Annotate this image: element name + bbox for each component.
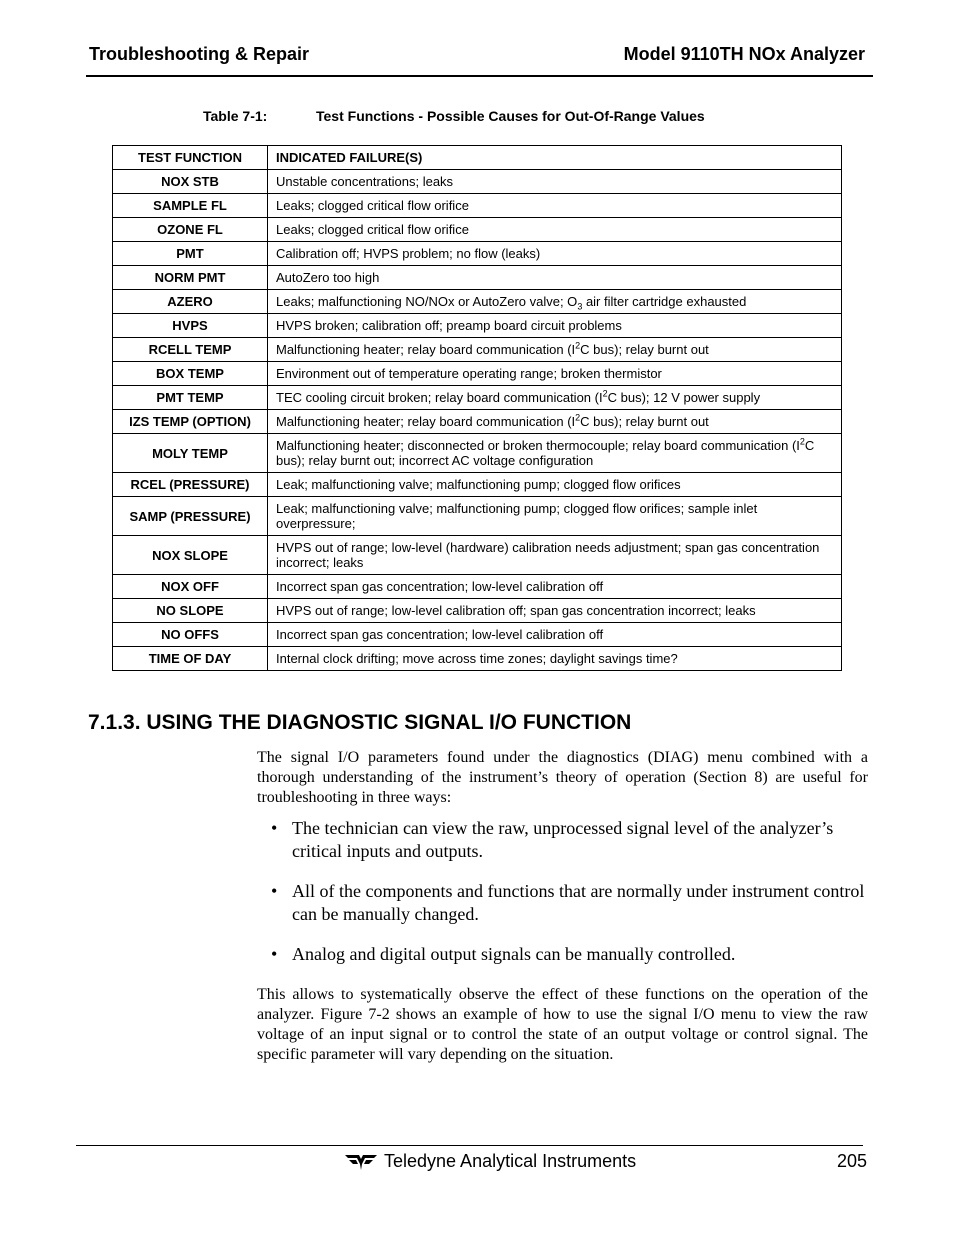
test-function-cell: NORM PMT: [113, 266, 268, 290]
failure-cell: Leaks; clogged critical flow orifice: [268, 194, 842, 218]
failure-cell: Leaks; clogged critical flow orifice: [268, 218, 842, 242]
test-function-cell: NOX OFF: [113, 575, 268, 599]
failure-cell: Calibration off; HVPS problem; no flow (leaks): [268, 242, 842, 266]
failure-text: C bus); relay burnt out: [580, 342, 709, 357]
teledyne-logo-icon: [344, 1152, 378, 1172]
failure-cell: Environment out of temperature operating range; broken thermistor: [268, 362, 842, 386]
superscript: 2: [575, 340, 581, 351]
footer-rule: [76, 1145, 863, 1146]
col-header-test-function: TEST FUNCTION: [113, 146, 268, 170]
superscript: 2: [799, 436, 805, 447]
failure-text: TEC cooling circuit broken; relay board communication (I: [276, 390, 603, 405]
failure-text: C bus); relay burnt out; incorrect AC voltage configuration: [276, 438, 815, 468]
test-function-cell: BOX TEMP: [113, 362, 268, 386]
list-item: [257, 943, 868, 966]
test-function-cell: MOLY TEMP: [113, 434, 268, 473]
failure-cell: Unstable concentrations; leaks: [268, 170, 842, 194]
failure-cell: [268, 410, 842, 434]
test-function-cell: NOX SLOPE: [113, 536, 268, 575]
test-function-cell: NO SLOPE: [113, 599, 268, 623]
list-item: [257, 817, 868, 863]
failure-text: Malfunctioning heater; disconnected or broken thermocouple; relay board communication (I: [276, 438, 800, 453]
intro-paragraph: The signal I/O parameters found under the diagnostics (DIAG) menu combined with a thorough understanding of the instrument’s theory of operation (Section 8) are useful for troubleshooting in three ways:: [257, 749, 868, 806]
table-row: [113, 434, 842, 473]
company-name: Teledyne Analytical Instruments: [384, 1151, 637, 1171]
table-row: [113, 218, 842, 242]
table-row: [113, 473, 842, 497]
test-functions-table: [112, 145, 842, 671]
table-header-row: [113, 146, 842, 170]
test-function-cell: PMT: [113, 242, 268, 266]
table-row: [113, 242, 842, 266]
header-model-title: Model 9110TH NOx Analyzer: [623, 44, 865, 64]
table-row: [113, 362, 842, 386]
test-function-cell: NO OFFS: [113, 623, 268, 647]
table-row: [113, 623, 842, 647]
bullet-icon: •: [271, 818, 278, 838]
test-function-cell: IZS TEMP (OPTION): [113, 410, 268, 434]
test-function-cell: SAMP (PRESSURE): [113, 497, 268, 536]
superscript: 2: [602, 388, 608, 399]
table-number: Table 7-1:: [203, 108, 268, 124]
closing-paragraph: This allows to systematically observe the effect of these functions on the operation of the analyzer. Figure 7-2 shows an example of how to use the signal I/O menu to view the raw voltage of an input signal or to control the state of an output voltage or control signal. The specific parameter will vary depending on the situation.: [257, 986, 868, 1063]
table-row: [113, 290, 842, 314]
failure-cell: HVPS out of range; low-level (hardware) calibration needs adjustment; span gas concentration incorrect; leaks: [268, 536, 842, 575]
test-function-cell: HVPS: [113, 314, 268, 338]
subscript: 3: [577, 301, 583, 312]
bullet-text: All of the components and functions that are normally under instrument control can be manually changed.: [292, 881, 865, 924]
bullet-list: [257, 817, 868, 983]
header-rule: [86, 75, 873, 77]
table-row: [113, 647, 842, 671]
page-number: 205: [836, 1151, 867, 1171]
failure-cell: Internal clock drifting; move across time zones; daylight savings time?: [268, 647, 842, 671]
section-heading: 7.1.3. USING THE DIAGNOSTIC SIGNAL I/O FUNCTION: [88, 711, 632, 734]
table-row: [113, 575, 842, 599]
table-row: [113, 170, 842, 194]
bullet-text: Analog and digital output signals can be manually controlled.: [292, 944, 736, 964]
failure-cell: [268, 338, 842, 362]
table-title: Test Functions - Possible Causes for Out-Of-Range Values: [316, 108, 705, 124]
header-section-title: Troubleshooting & Repair: [89, 44, 310, 64]
failure-cell: [268, 290, 842, 314]
table-row: [113, 536, 842, 575]
table-row: [113, 194, 842, 218]
table-row: [113, 599, 842, 623]
failure-text: air filter cartridge exhausted: [582, 294, 747, 309]
failure-cell: Leak; malfunctioning valve; malfunctioning pump; clogged flow orifices: [268, 473, 842, 497]
table-row: [113, 266, 842, 290]
failure-text: Malfunctioning heater; relay board communication (I: [276, 414, 576, 429]
test-function-cell: PMT TEMP: [113, 386, 268, 410]
table-row: [113, 410, 842, 434]
table-row: [113, 314, 842, 338]
failure-text: Malfunctioning heater; relay board communication (I: [276, 342, 576, 357]
test-function-cell: OZONE FL: [113, 218, 268, 242]
bullet-text: The technician can view the raw, unprocessed signal level of the analyzer’s critical inputs and outputs.: [292, 818, 834, 861]
table-caption: [203, 108, 705, 124]
failure-cell: HVPS broken; calibration off; preamp board circuit problems: [268, 314, 842, 338]
list-item: [257, 880, 868, 926]
failure-cell: Leak; malfunctioning valve; malfunctioning pump; clogged flow orifices; sample inlet overpressure;: [268, 497, 842, 536]
failure-cell: Incorrect span gas concentration; low-level calibration off: [268, 575, 842, 599]
failure-cell: HVPS out of range; low-level calibration off; span gas concentration incorrect; leaks: [268, 599, 842, 623]
bullet-icon: •: [271, 881, 278, 901]
failure-cell: [268, 434, 842, 473]
table-row: [113, 497, 842, 536]
failure-text: C bus); relay burnt out: [580, 414, 709, 429]
footer-company: [344, 1151, 636, 1172]
failure-cell: Incorrect span gas concentration; low-level calibration off: [268, 623, 842, 647]
test-function-cell: SAMPLE FL: [113, 194, 268, 218]
test-function-cell: AZERO: [113, 290, 268, 314]
table-row: [113, 386, 842, 410]
test-function-cell: TIME OF DAY: [113, 647, 268, 671]
col-header-indicated-failure: INDICATED FAILURE(S): [268, 146, 842, 170]
test-function-cell: RCEL (PRESSURE): [113, 473, 268, 497]
failure-text: Leaks; malfunctioning NO/NOx or AutoZero valve; O: [276, 294, 578, 309]
test-function-cell: NOX STB: [113, 170, 268, 194]
table-row: [113, 338, 842, 362]
failure-cell: [268, 386, 842, 410]
failure-cell: AutoZero too high: [268, 266, 842, 290]
test-function-cell: RCELL TEMP: [113, 338, 268, 362]
superscript: 2: [575, 412, 581, 423]
failure-text: C bus); 12 V power supply: [607, 390, 761, 405]
bullet-icon: •: [271, 944, 278, 964]
